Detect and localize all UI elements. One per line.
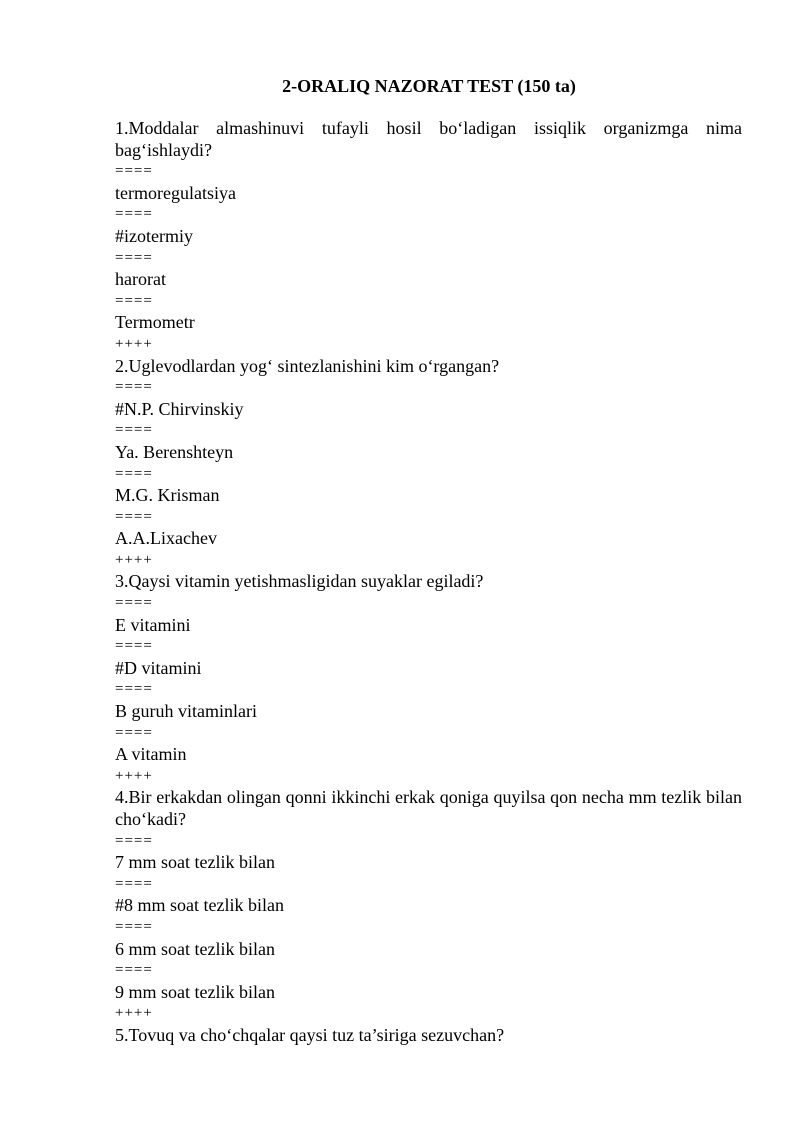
answer-option: 7 mm soat tezlik bilan <box>115 852 275 873</box>
answer-option: 6 mm soat tezlik bilan <box>115 938 275 959</box>
question-text: 2.Uglevodlardan yog‘ sintezlanishini kim o‘rgangan? <box>115 355 500 376</box>
option-separator: ==== <box>115 163 153 180</box>
option-separator: ==== <box>115 638 153 655</box>
option-separator: ==== <box>115 292 153 309</box>
option-separator: ==== <box>115 508 153 525</box>
option-separator: ==== <box>115 422 153 439</box>
answer-option: B guruh vitaminlari <box>115 701 257 722</box>
option-separator: ==== <box>115 595 153 612</box>
option-separator: ==== <box>115 465 153 482</box>
answer-option: #N.P. Chirvinskiy <box>115 398 244 419</box>
option-separator: ==== <box>115 962 153 979</box>
answer-option: 9 mm soat tezlik bilan <box>115 981 275 1002</box>
option-separator: ==== <box>115 918 153 935</box>
question-text: 5.Tovuq va cho‘chqalar qaysi tuz ta’siriga sezuvchan? <box>115 1024 505 1045</box>
option-separator: ==== <box>115 379 153 396</box>
question-text: 3.Qaysi vitamin yetishmasligidan suyaklar egiladi? <box>115 571 484 592</box>
option-separator: ==== <box>115 249 153 266</box>
option-separator: ==== <box>115 681 153 698</box>
answer-option: termoregulatsiya <box>115 182 236 203</box>
answer-option: harorat <box>115 269 166 290</box>
answer-option: #D vitamini <box>115 657 202 678</box>
question-separator: ++++ <box>115 767 153 784</box>
option-separator: ==== <box>115 724 153 741</box>
answer-option: Ya. Berenshteyn <box>115 441 234 462</box>
question-separator: ++++ <box>115 335 153 352</box>
question-separator: ++++ <box>115 1005 153 1022</box>
answer-option: A.A.Lixachev <box>115 528 217 549</box>
question-text: 4.Bir erkakdan olingan qonni ikkinchi erkak qoniga quyilsa qon necha mm tezlik bilan cho‘kadi? <box>115 787 742 829</box>
option-separator: ==== <box>115 875 153 892</box>
answer-option: Termometr <box>115 312 195 333</box>
answer-option: #8 mm soat tezlik bilan <box>115 895 284 916</box>
question-text: 1.Moddalar almashinuvi tufayli hosil bo‘ladigan issiqlik organizmga nima bag‘ishlaydi? <box>115 118 742 160</box>
document-title: 2-ORALIQ NAZORAT TEST (150 ta) <box>282 76 576 96</box>
option-separator: ==== <box>115 206 153 223</box>
answer-option: E vitamini <box>115 614 191 635</box>
option-separator: ==== <box>115 832 153 849</box>
test-content <box>115 118 742 1047</box>
answer-option: #izotermiy <box>115 225 193 246</box>
question-separator: ++++ <box>115 551 153 568</box>
answer-option: A vitamin <box>115 744 187 765</box>
answer-option: M.G. Krisman <box>115 485 220 506</box>
